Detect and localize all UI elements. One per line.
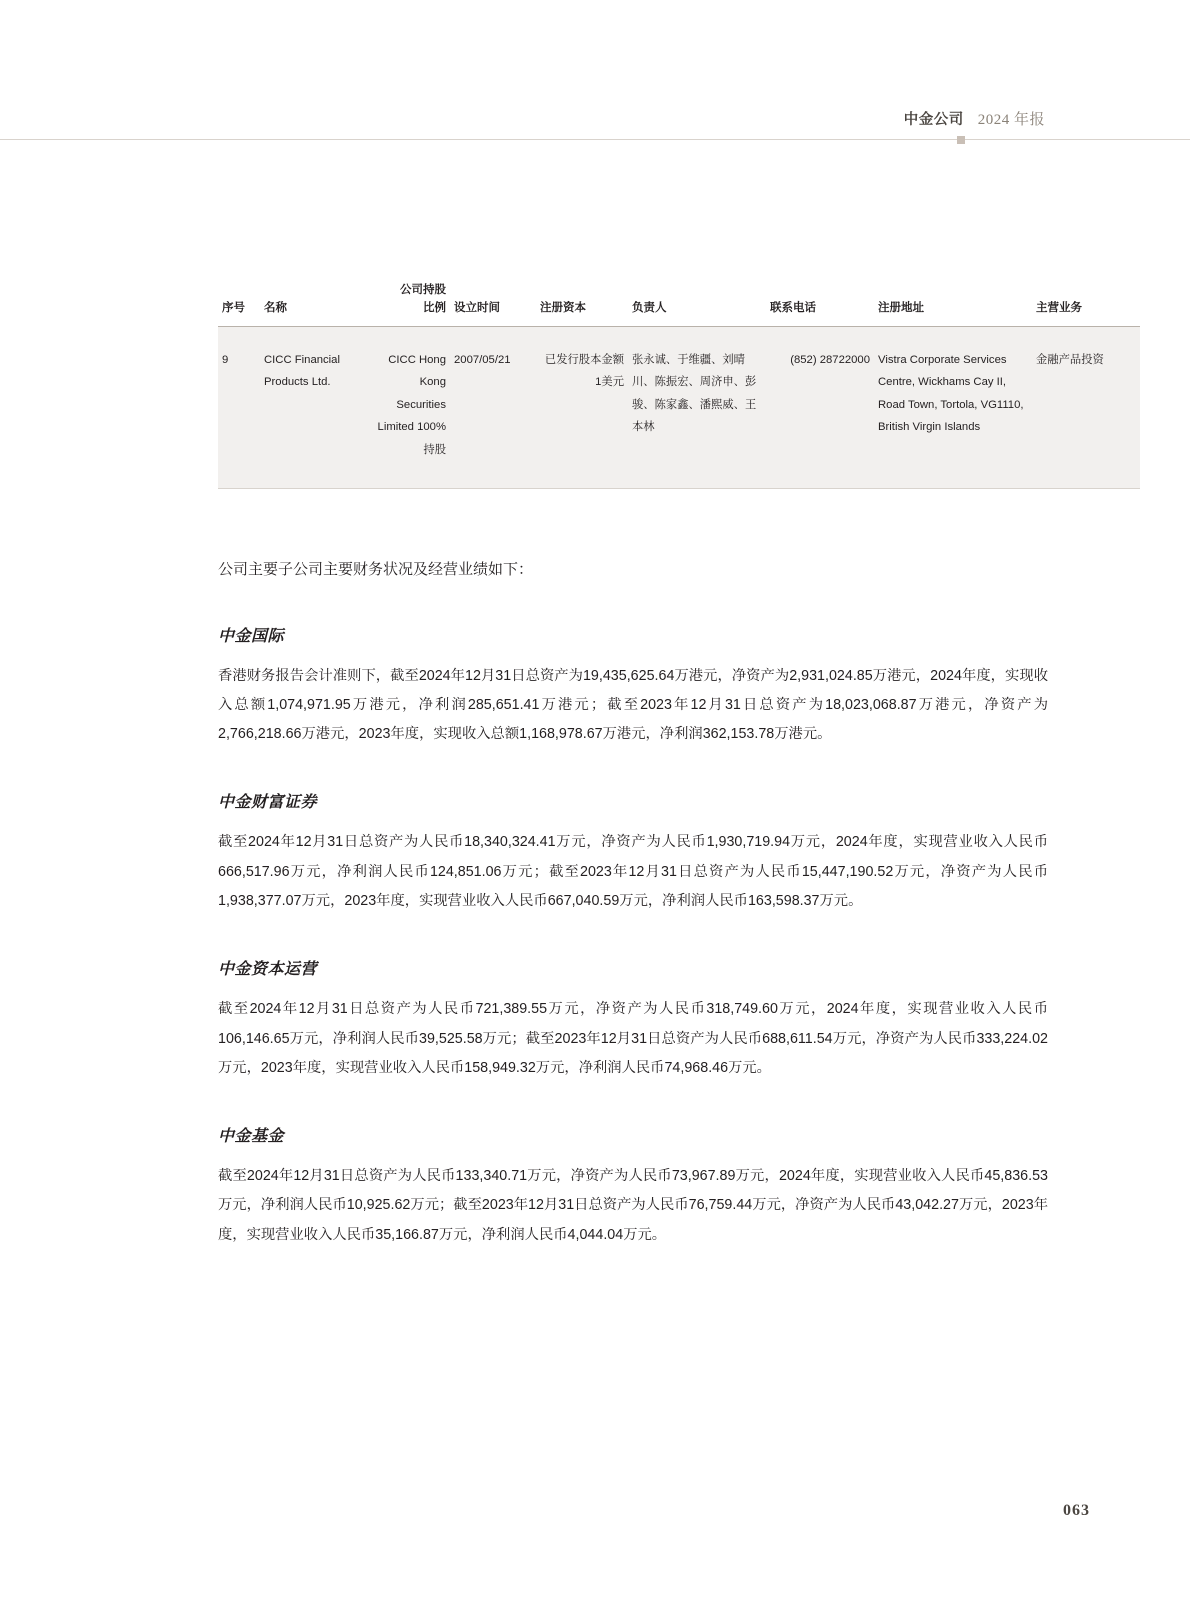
header-year: 2024 年报	[977, 112, 1045, 128]
col-header-no: 序号	[222, 301, 245, 314]
col-header-person: 负责人	[632, 301, 667, 314]
page-number: 063	[1063, 1502, 1090, 1519]
cell-person: 张永诚、于维疆、刘晴川、陈振宏、周济申、彭骏、陈家鑫、潘熙威、王本林	[632, 353, 757, 434]
lead-paragraph: 公司主要子公司主要财务状况及经营业绩如下：	[218, 561, 534, 578]
header-title	[904, 108, 1045, 129]
cell-phone: (852) 28722000	[790, 353, 870, 366]
section-title: 中金财富证券	[218, 794, 318, 812]
section-paragraph: 截至2024年12月31日总资产为人民币18,340,324.41万元，净资产为人民币1,930,719.94万元，2024年度，实现营业收入人民币666,517.96万元，净利润人民币124,851.06万元；截至2023年12月31日总资产为人民币15,447,190.52万元，净资产为人民币1,938,377.07万元，2023年度，实现营业收入人民币667,040.59万元，净利润人民币163,598.37万元。	[218, 834, 1048, 909]
subsidiary-table	[218, 282, 1140, 489]
col-header-ratio-line2: 比例	[423, 301, 446, 314]
cell-address: Vistra Corporate Services Centre, Wickhams Cay II, Road Town, Tortola, VG1110, British Virgin Islands	[878, 353, 1024, 434]
col-header-address: 注册地址	[878, 301, 924, 314]
col-header-capital: 注册资本	[540, 301, 586, 314]
table-row	[218, 326, 1140, 488]
section-block	[218, 623, 1048, 750]
section-block	[218, 789, 1048, 916]
cell-no: 9	[222, 353, 229, 366]
cell-capital: 已发行股本金额1美元	[544, 353, 624, 389]
col-header-phone: 联系电话	[770, 301, 816, 314]
subsidiary-table-container	[218, 282, 1104, 489]
section-paragraph: 截至2024年12月31日总资产为人民币721,389.55万元，净资产为人民币318,749.60万元，2024年度，实现营业收入人民币106,146.65万元，净利润人民币39,525.58万元；截至2023年12月31日总资产为人民币688,611.54万元，净资产为人民币333,224.02万元，2023年度，实现营业收入人民币158,949.32万元，净利润人民币74,968.46万元。	[218, 1001, 1048, 1076]
section-title: 中金国际	[218, 627, 285, 645]
section-paragraph: 截至2024年12月31日总资产为人民币133,340.71万元，净资产为人民币73,967.89万元，2024年度，实现营业收入人民币45,836.53万元，净利润人民币10,925.62万元；截至2023年12月31日总资产为人民币76,759.44万元，净资产为人民币43,042.27万元，2023年度，实现营业收入人民币35,166.87万元，净利润人民币4,044.04万元。	[218, 1168, 1048, 1243]
section-title: 中金资本运营	[218, 961, 318, 979]
section-paragraph: 香港财务报告会计准则下，截至2024年12月31日总资产为19,435,625.64万港元，净资产为2,931,024.85万港元，2024年度，实现收入总额1,074,971.95万港元，净利润285,651.41万港元；截至2023年12月31日总资产为18,023,068.87万港元，净资产为2,766,218.66万港元，2023年度，实现收入总额1,168,978.67万港元，净利润362,153.78万港元。	[218, 667, 1048, 743]
cell-name: CICC Financial Products Ltd.	[264, 353, 340, 389]
cell-date: 2007/05/21	[454, 353, 511, 366]
section-title: 中金基金	[218, 1128, 285, 1146]
section-block	[218, 1123, 1048, 1250]
col-header-ratio-line1: 公司持股	[400, 284, 446, 296]
page-content	[218, 556, 1048, 1256]
cell-business: 金融产品投资	[1036, 353, 1104, 366]
page-header	[0, 108, 1190, 144]
section-block	[218, 956, 1048, 1083]
header-marker	[957, 136, 965, 144]
col-header-ratio	[364, 282, 450, 326]
cell-ratio: CICC Hong Kong Securities Limited 100%持股	[377, 353, 446, 456]
table-header-row	[218, 282, 1140, 326]
table-header	[218, 282, 1140, 326]
header-brand: 中金公司	[903, 112, 964, 128]
col-header-name: 名称	[264, 301, 287, 314]
col-header-business: 主营业务	[1036, 301, 1082, 314]
table-body	[218, 326, 1140, 488]
header-divider	[0, 139, 1190, 140]
col-header-date: 设立时间	[454, 301, 500, 314]
